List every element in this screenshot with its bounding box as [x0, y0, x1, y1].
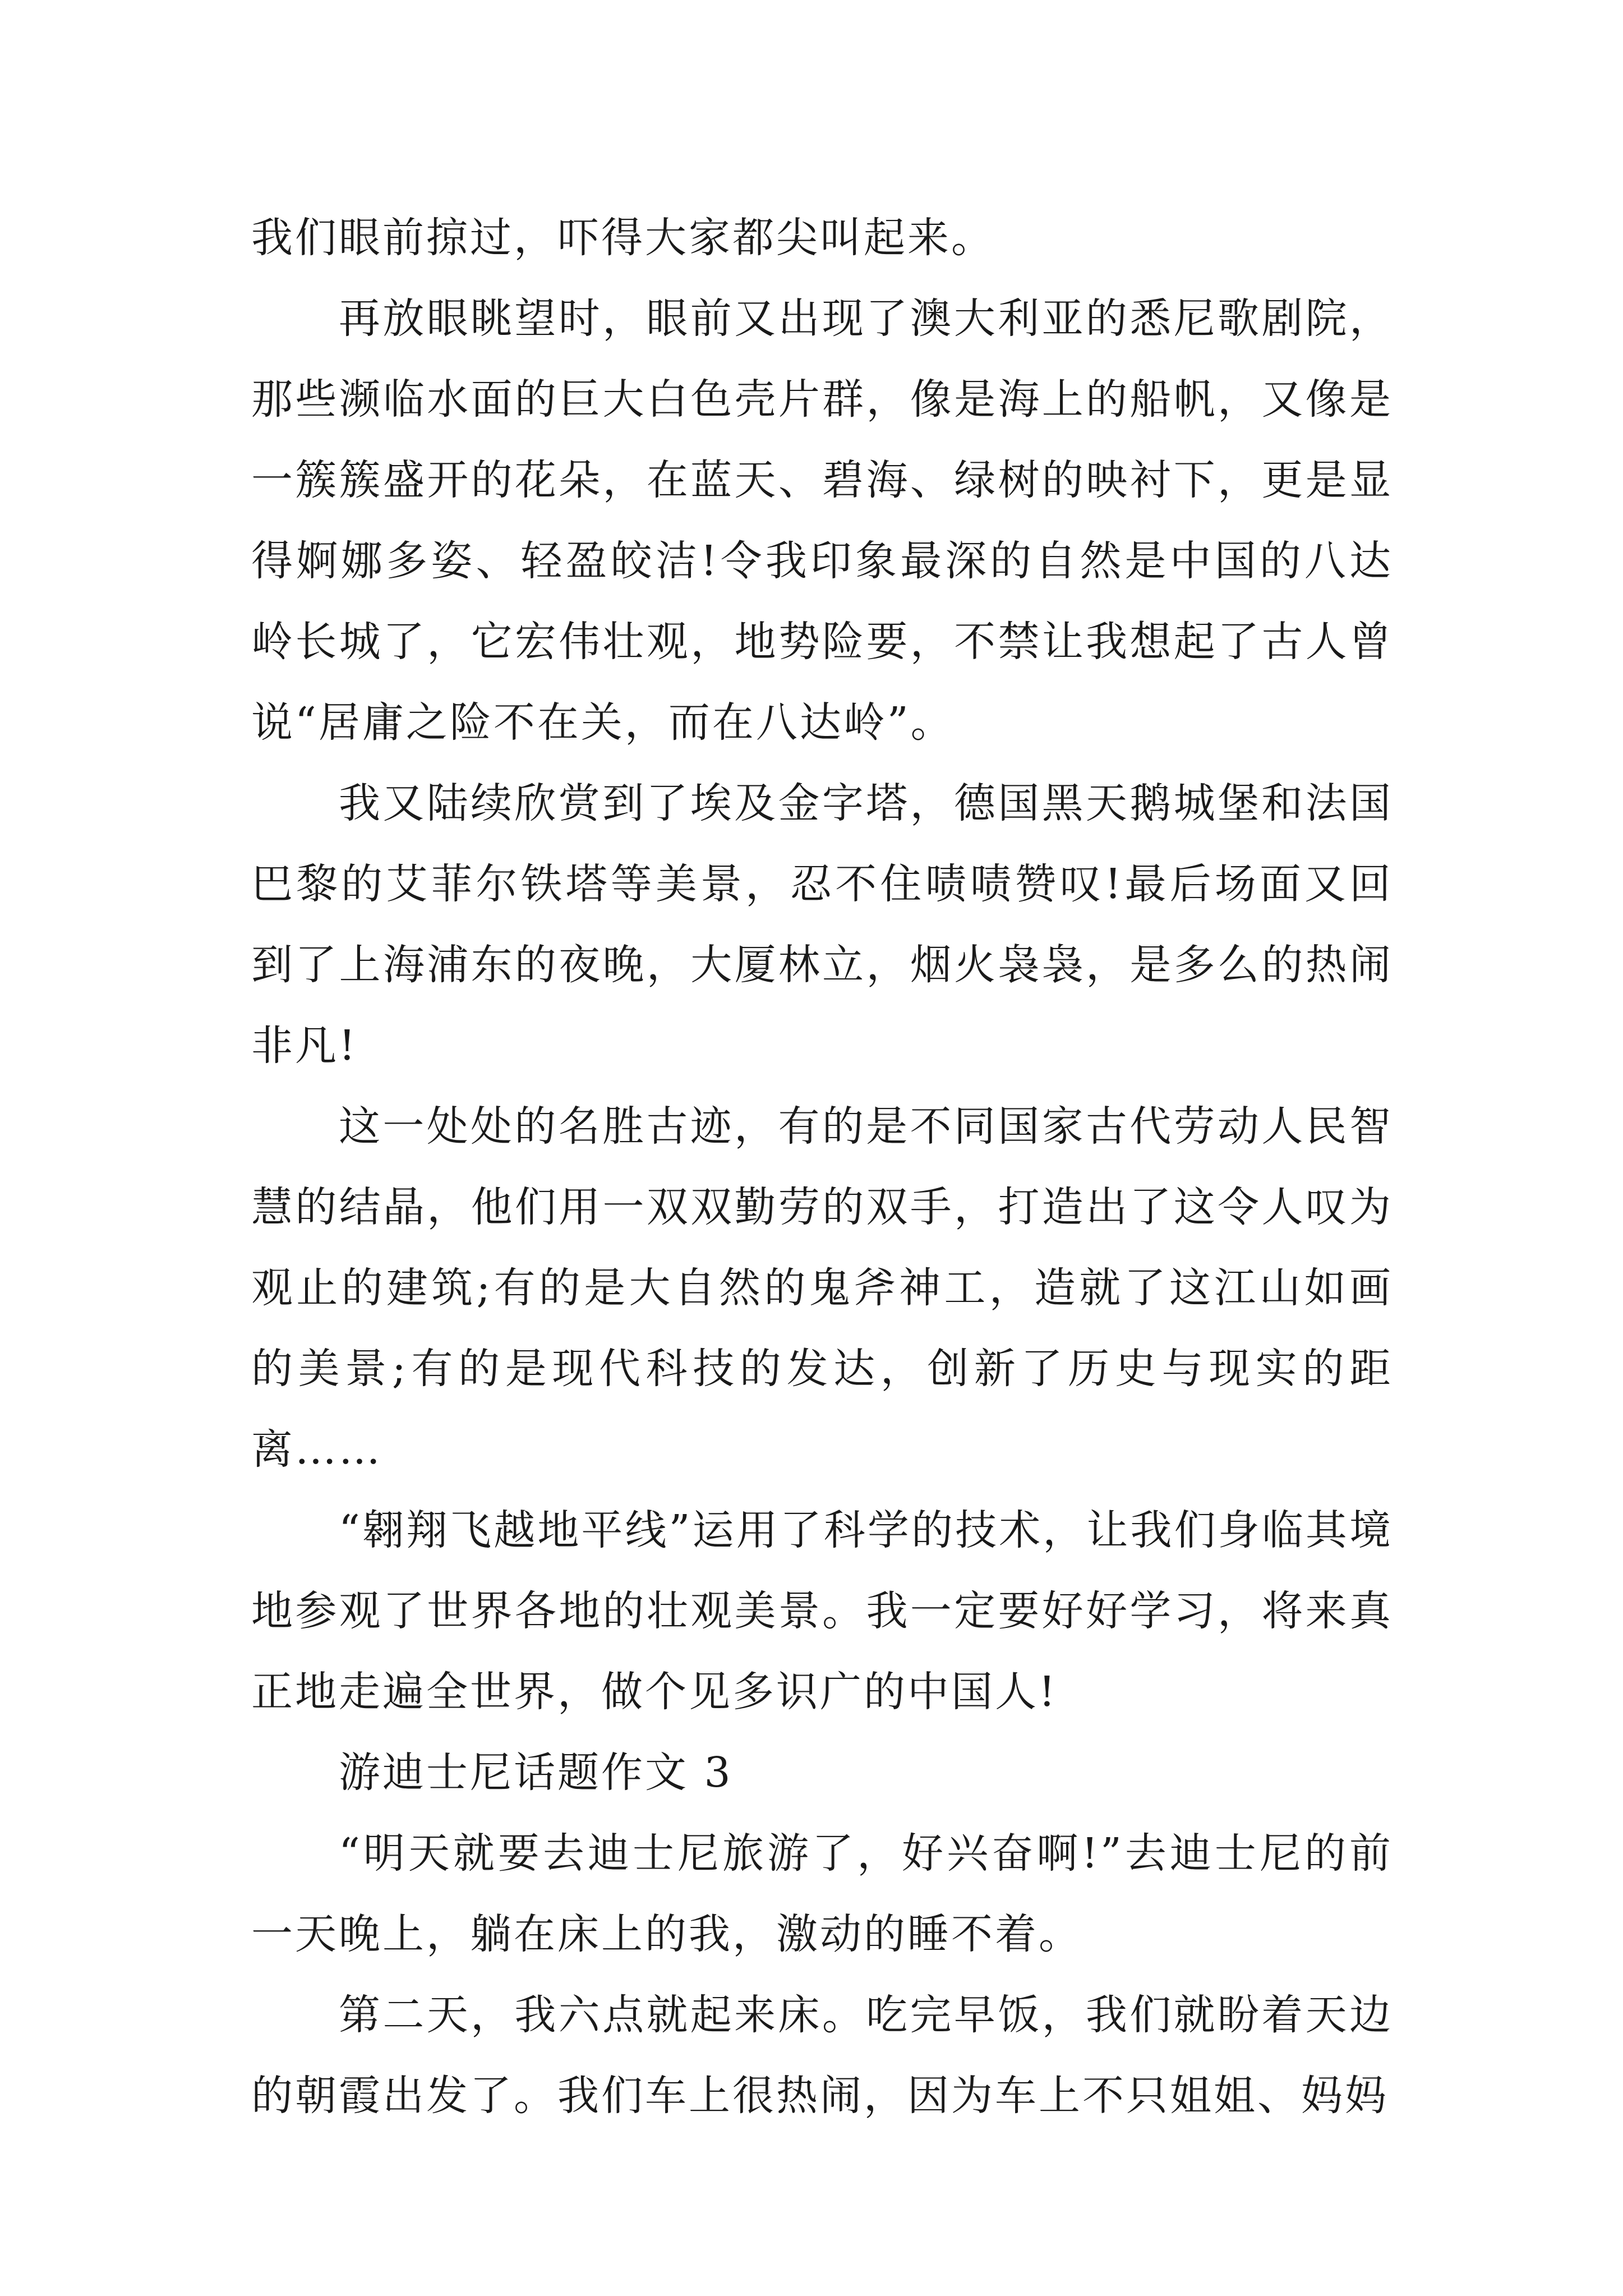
paragraph-next-day: 第二天，我六点就起来床。吃完早饭，我们就盼着天边的朝霞出发了。我们车上很热闹，因为车上不只姐姐、妈妈: [251, 1991, 1393, 2120]
paragraph-landmarks: 我又陆续欣赏到了埃及金字塔，德国黑天鹅城堡和法国巴黎的艾菲尔铁塔等美景，忍不住啧啧赞叹!最后场面又回到了上海浦东的夜晚，大厦林立，烟火袅袅，是多么的热闹非凡!: [251, 779, 1393, 1070]
paragraph-reflection: 这一处处的名胜古迹，有的是不同国家古代劳动人民智慧的结晶，他们用一双双勤劳的双手，打造出了这令人叹为观止的建筑;有的是大自然的鬼斧神工，造就了这江山如画的美景;有的是现代科技的发达，创新了历史与现实的距离……: [251, 1102, 1393, 1474]
section-heading: 游迪士尼话题作文 3: [339, 1749, 733, 1797]
paragraph-sydney-opera-house: 再放眼眺望时，眼前又出现了澳大利亚的悉尼歌剧院，那些濒临水面的巨大白色壳片群，像是海上的船帆，又像是一簇簇盛开的花朵，在蓝天、碧海、绿树的映衬下，更是显得婀娜多姿、轻盈皎洁!令我印象最深的自然是中国的八达岭长城了，它宏伟壮观，地势险要，不禁让我想起了古人曾说“居庸之险不在关，而在八达岭”。: [251, 295, 1393, 747]
paragraph-night-before: “明天就要去迪士尼旅游了，好兴奋啊!”去迪士尼的前一天晚上，躺在床上的我，激动的睡不着。: [251, 1829, 1393, 1958]
paragraph-continuation: 我们眼前掠过，吓得大家都尖叫起来。: [251, 214, 995, 262]
document-page: [251, 197, 1393, 2136]
paragraph-conclusion: “翱翔飞越地平线”运用了科学的技术，让我们身临其境地参观了世界各地的壮观美景。我一定要好好学习，将来真正地走遍全世界，做个见多识广的中国人!: [251, 1506, 1393, 1716]
